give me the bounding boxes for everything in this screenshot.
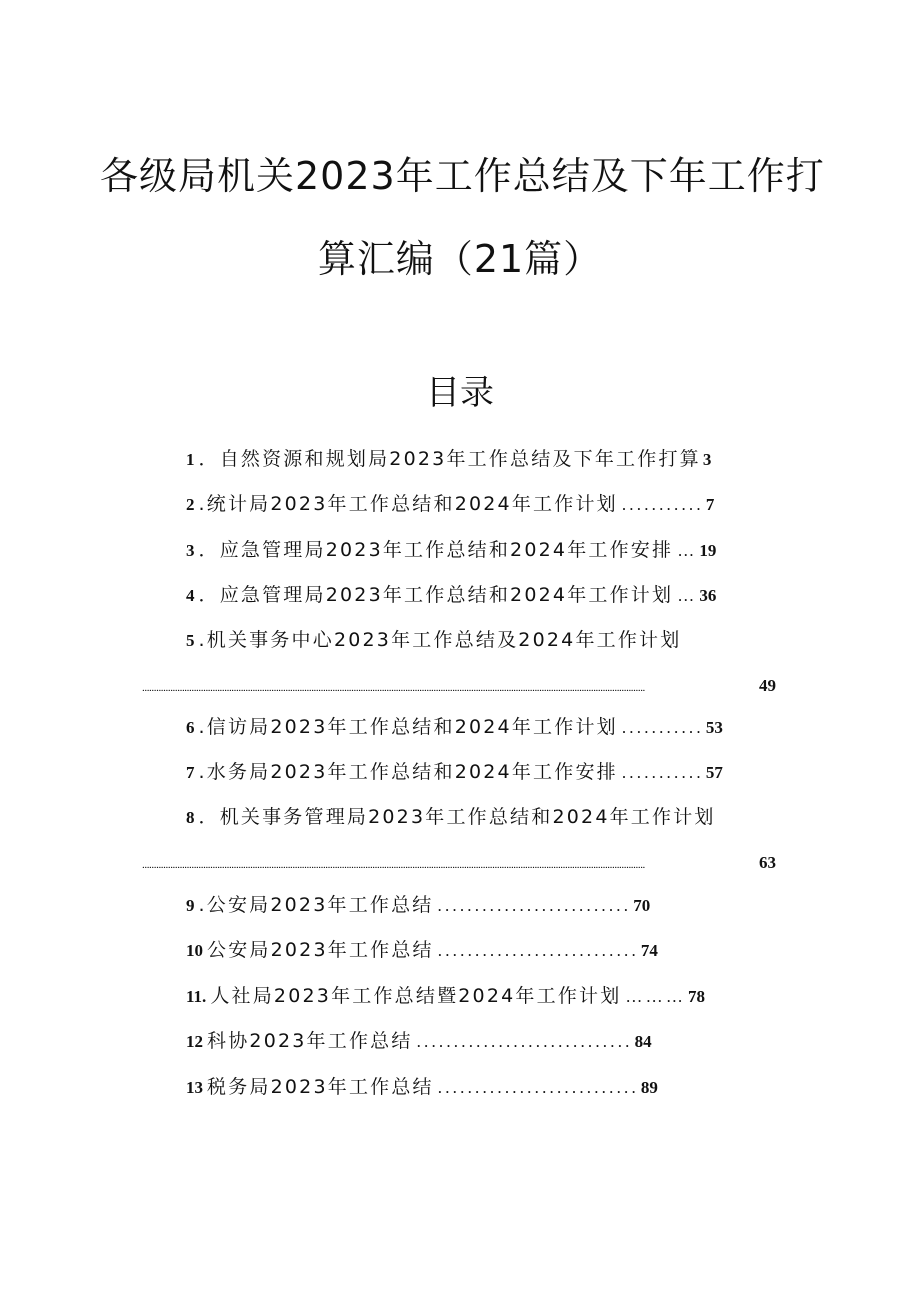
toc-entry-title: .公安局2023年工作总结 <box>198 894 434 916</box>
toc-entry-number: 2 <box>186 495 195 514</box>
toc-entry-title: 科协2023年工作总结 <box>207 1030 413 1052</box>
toc-entry-4[interactable] <box>186 580 776 610</box>
toc-entry-3[interactable] <box>186 535 776 565</box>
toc-entry-leader: ...................................................................................................................................................................................................................... <box>142 682 645 694</box>
toc-entry-page: 57 <box>705 763 723 782</box>
toc-entry-title: 公安局2023年工作总结 <box>207 939 434 961</box>
toc-entry-page: 19 <box>699 541 717 560</box>
toc-entry-leader: … <box>677 541 698 560</box>
toc-entry-8[interactable] <box>186 802 776 832</box>
toc-entry-6[interactable] <box>186 712 776 742</box>
toc-entry-page: 3 <box>702 450 712 469</box>
toc-entry-8-leader-line[interactable] <box>142 851 776 875</box>
toc-entry-title: .机关事务中心2023年工作总结及2024年工作计划 <box>198 629 682 651</box>
toc-entry-number: 10 <box>186 941 203 960</box>
toc-entry-page: 49 <box>759 676 776 695</box>
document-title-line-1: 各级局机关2023年工作总结及下年工作打 <box>100 154 825 198</box>
toc-entry-number: 13 <box>186 1078 203 1097</box>
toc-entry-title: 人社局2023年工作总结暨2024年工作计划 <box>210 985 622 1007</box>
toc-entry-1[interactable] <box>186 444 776 474</box>
toc-entry-number: 9 <box>186 896 195 915</box>
toc-entry-page: 84 <box>634 1032 652 1051</box>
toc-heading: 目录 <box>426 373 494 413</box>
toc-entry-5-leader-line[interactable] <box>142 674 776 698</box>
toc-entry-10[interactable] <box>186 935 776 965</box>
toc-entry-11[interactable] <box>186 981 776 1011</box>
toc-entry-leader: ........................... <box>437 941 639 960</box>
toc-entry-title: .信访局2023年工作总结和2024年工作计划 <box>198 716 618 738</box>
toc-entry-page: 74 <box>640 941 658 960</box>
toc-entry-leader: … <box>677 586 698 605</box>
toc-entry-number: 8 <box>186 808 195 827</box>
toc-entry-title: .统计局2023年工作总结和2024年工作计划 <box>198 493 618 515</box>
toc-entry-leader: ........... <box>621 718 704 737</box>
toc-entry-title: ．自然资源和规划局2023年工作总结及下年工作打算 <box>198 448 701 470</box>
toc-entry-page: 7 <box>705 495 715 514</box>
toc-entry-page: 89 <box>640 1078 658 1097</box>
document-title-line-2: 算汇编（21篇） <box>317 237 603 281</box>
toc-entry-title: 税务局2023年工作总结 <box>207 1076 434 1098</box>
toc-entry-number: 12 <box>186 1032 203 1051</box>
toc-entry-number: 7 <box>186 763 195 782</box>
toc-entry-title: .水务局2023年工作总结和2024年工作安排 <box>198 761 618 783</box>
toc-entry-5[interactable] <box>186 625 776 655</box>
toc-entry-13[interactable] <box>186 1072 776 1102</box>
toc-entry-page: 53 <box>705 718 723 737</box>
toc-entry-leader: .......................... <box>437 896 632 915</box>
toc-entry-12[interactable] <box>186 1026 776 1056</box>
toc-entry-number: 3 <box>186 541 195 560</box>
toc-entry-7[interactable] <box>186 757 776 787</box>
toc-entry-page: 78 <box>688 987 706 1006</box>
toc-entry-9[interactable] <box>186 890 776 920</box>
toc-entry-leader: ............................. <box>416 1032 633 1051</box>
toc-entry-number: 4 <box>186 586 195 605</box>
toc-entry-leader: ...................................................................................................................................................................................................................... <box>142 859 645 871</box>
toc-entry-page: 63 <box>759 853 776 872</box>
toc-entry-page: 36 <box>699 586 717 605</box>
toc-entry-title: ．机关事务管理局2023年工作总结和2024年工作计划 <box>198 806 716 828</box>
toc-entry-number: 1 <box>186 450 195 469</box>
toc-entry-page: 70 <box>633 896 651 915</box>
toc-entry-leader: ........... <box>621 495 704 514</box>
toc-entry-leader: ........................... <box>437 1078 639 1097</box>
toc-entry-title: ．应急管理局2023年工作总结和2024年工作计划 <box>198 584 674 606</box>
toc-entry-title: ．应急管理局2023年工作总结和2024年工作安排 <box>198 539 674 561</box>
toc-entry-number: 6 <box>186 718 195 737</box>
toc-entry-number: 5 <box>186 631 195 650</box>
toc-entry-leader: ……… <box>625 987 687 1006</box>
toc-entry-2[interactable] <box>186 489 776 519</box>
toc-entry-number: 11. <box>186 987 207 1006</box>
toc-entry-leader: ........... <box>621 763 704 782</box>
